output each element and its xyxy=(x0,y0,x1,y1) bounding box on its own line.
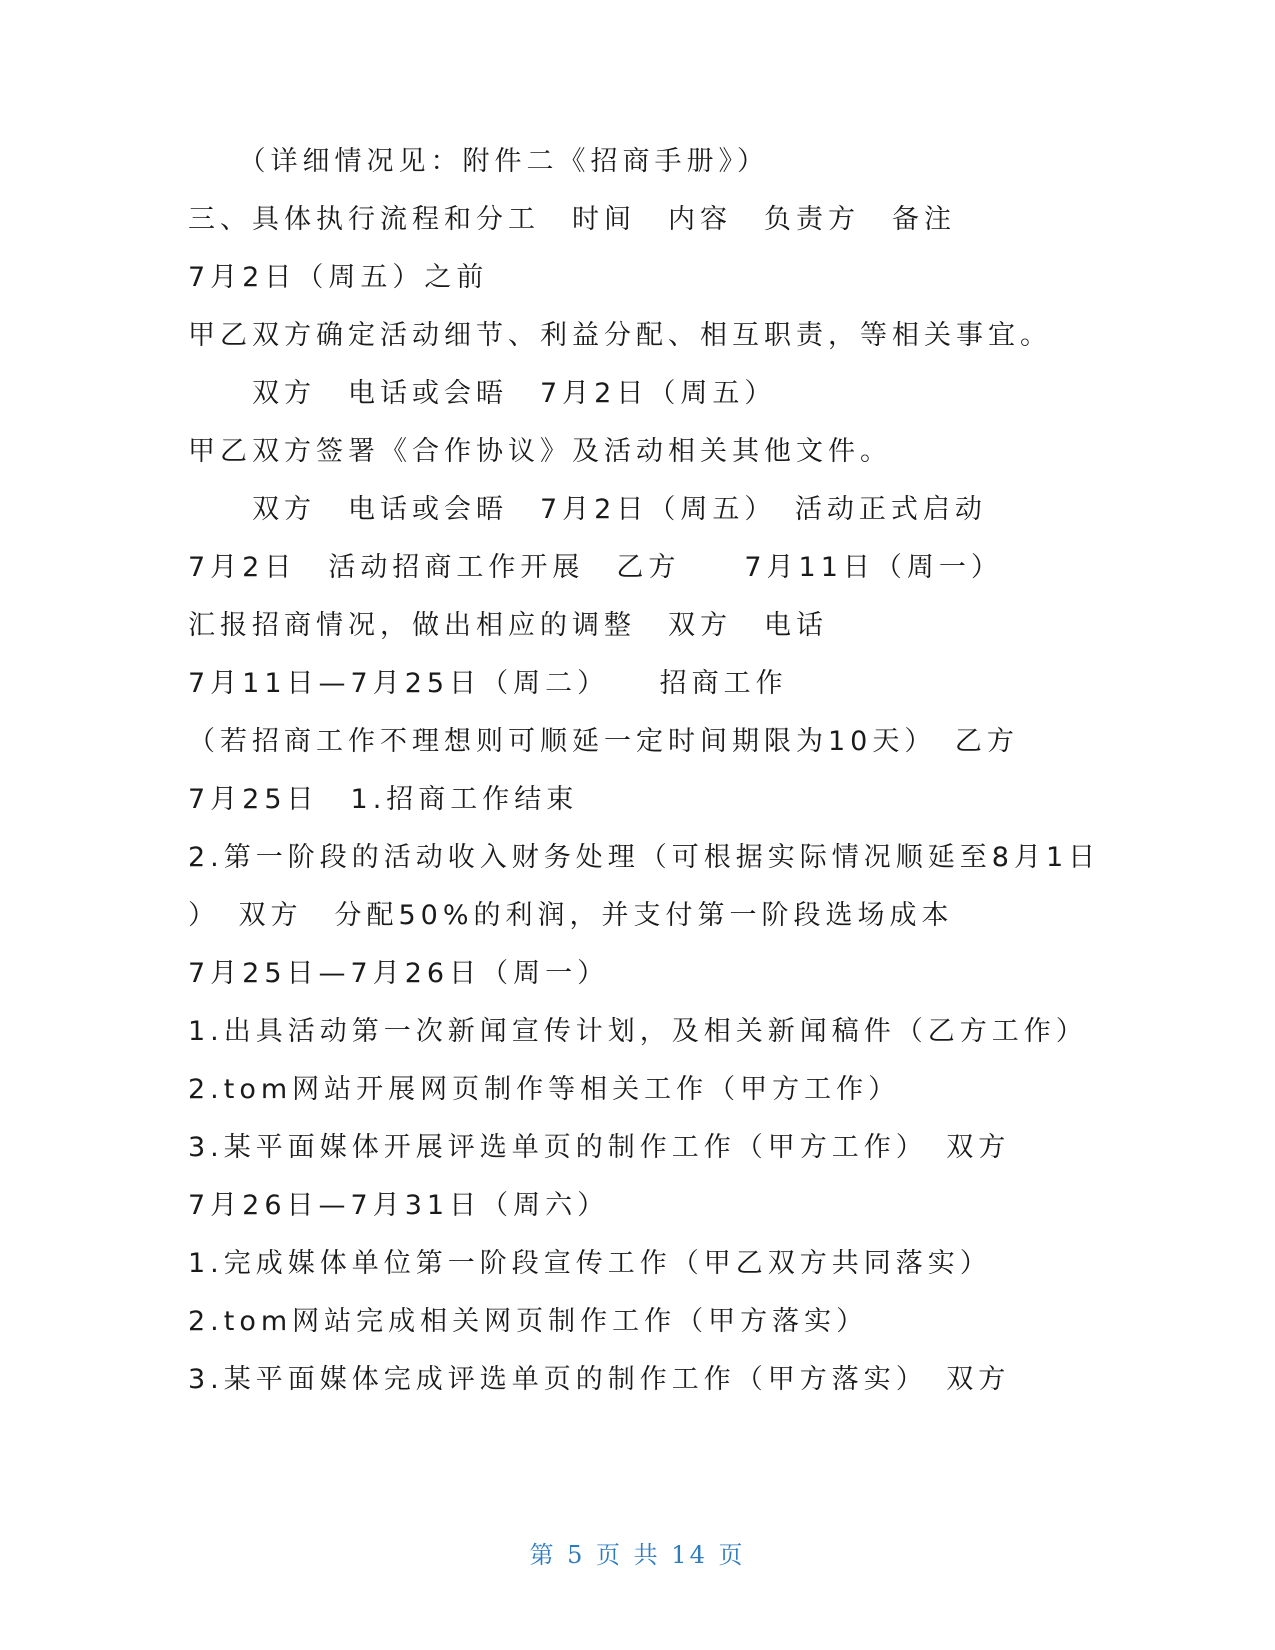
text-line: 甲乙双方签署《合作协议》及活动相关其他文件。 xyxy=(188,436,892,467)
text-line: 双方 电话或会晤 7月2日（周五） xyxy=(188,378,777,409)
text-line: （若招商工作不理想则可顺延一定时间期限为10天） 乙方 xyxy=(188,726,1019,757)
text-line: 三、具体执行流程和分工 时间 内容 负责方 备注 xyxy=(188,204,956,235)
page-number-footer: 第 5 页 共 14 页 xyxy=(529,1541,746,1569)
text-line: ） 双方 分配50%的利润，并支付第一阶段选场成本 xyxy=(188,900,954,931)
text-line: 3.某平面媒体完成评选单页的制作工作（甲方落实） 双方 xyxy=(188,1364,1011,1395)
text-line: 7月2日 活动招商工作开展 乙方 7月11日（周一） xyxy=(188,552,1003,583)
text-line: （详细情况见：附件二《招商手册》） xyxy=(188,146,769,177)
text-line: 2.tom网站完成相关网页制作工作（甲方落实） xyxy=(188,1306,869,1337)
text-line: 2.第一阶段的活动收入财务处理（可根据实际情况顺延至8月1日 xyxy=(188,842,1101,873)
text-line: 3.某平面媒体开展评选单页的制作工作（甲方工作） 双方 xyxy=(188,1132,1011,1163)
text-line: 7月25日—7月26日（周一） xyxy=(188,958,610,989)
text-line: 1.出具活动第一次新闻宣传计划，及相关新闻稿件（乙方工作） xyxy=(188,1016,1088,1047)
text-line: 7月25日 1.招商工作结束 xyxy=(188,784,579,815)
text-line: 汇报招商情况，做出相应的调整 双方 电话 xyxy=(188,610,828,641)
text-line: 7月11日—7月25日（周二） 招商工作 xyxy=(188,668,788,699)
text-line: 2.tom网站开展网页制作等相关工作（甲方工作） xyxy=(188,1074,901,1105)
text-line: 双方 电话或会晤 7月2日（周五） 活动正式启动 xyxy=(188,494,987,525)
text-line: 7月2日（周五）之前 xyxy=(188,262,489,293)
text-line: 甲乙双方确定活动细节、利益分配、相互职责，等相关事宜。 xyxy=(188,320,1052,351)
text-line: 1.完成媒体单位第一阶段宣传工作（甲乙双方共同落实） xyxy=(188,1248,992,1279)
text-line: 7月26日—7月31日（周六） xyxy=(188,1190,610,1221)
